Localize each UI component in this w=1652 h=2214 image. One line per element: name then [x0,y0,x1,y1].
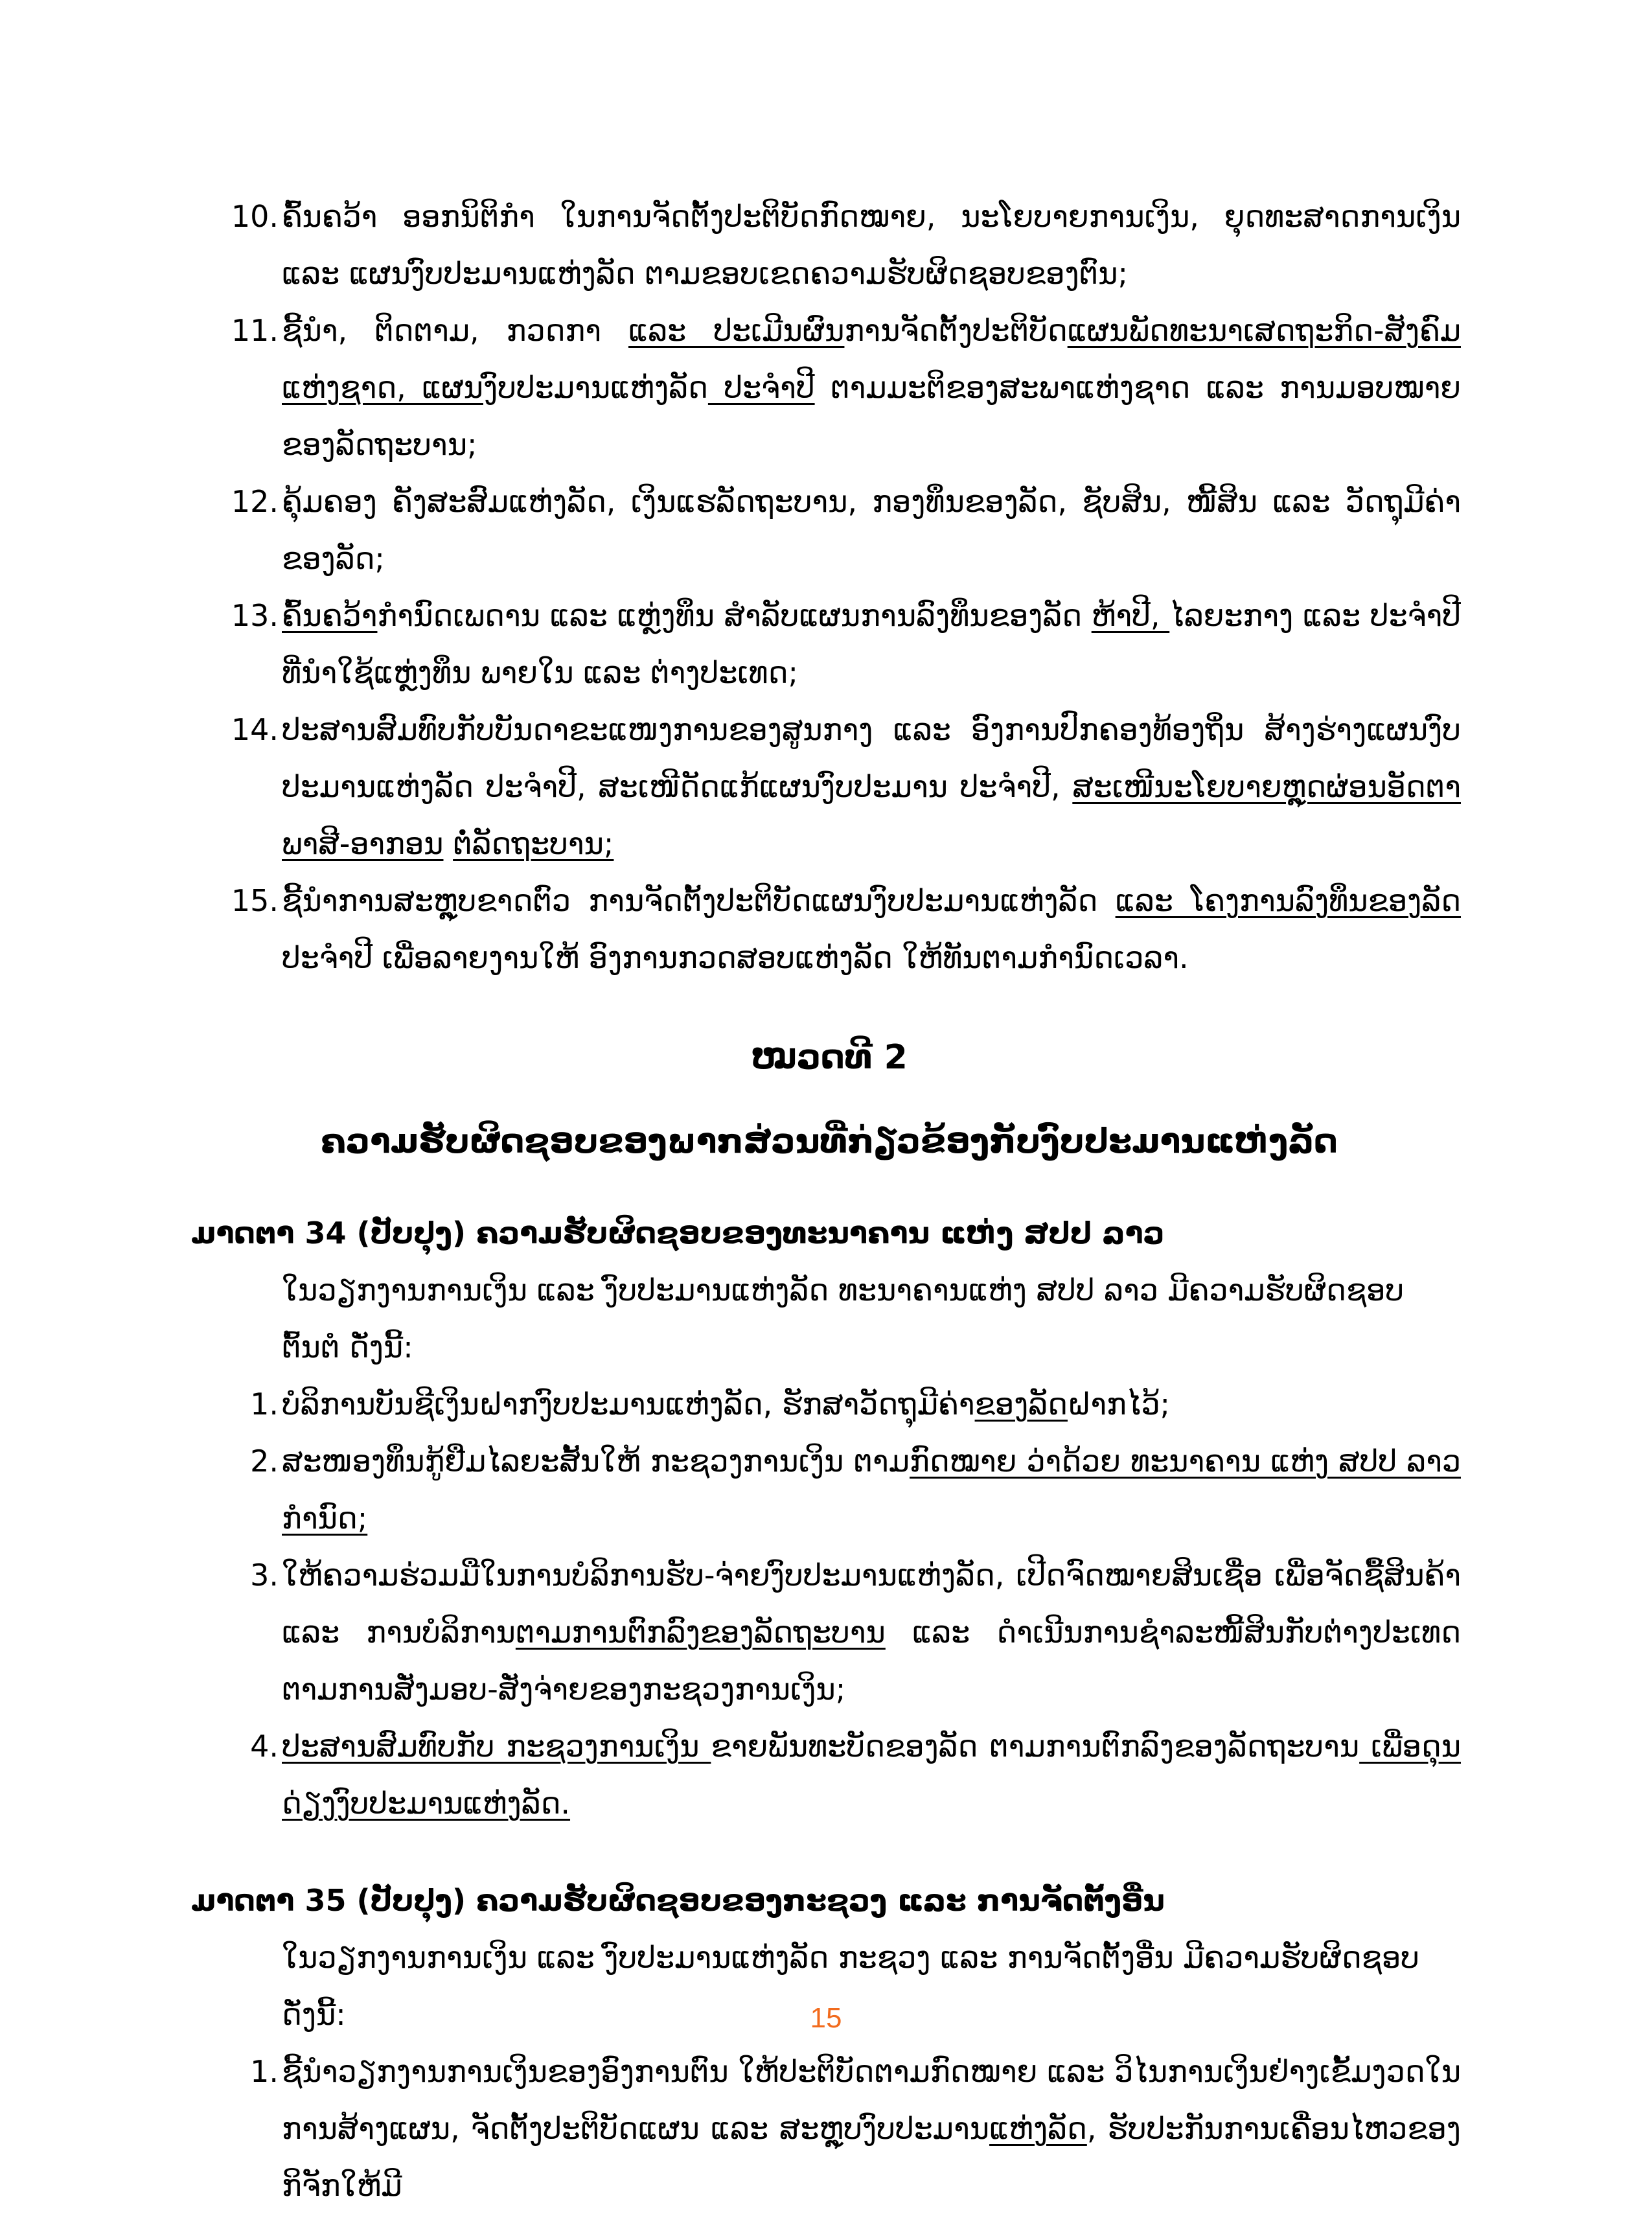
continued-list [198,188,1461,986]
item-text: ຕາມມະຕິຂອງສະພາແຫ່ງຊາດ ແລະ ການມອບໝາຍຂອງລັດຖະບານ; [282,370,1462,462]
article-35-list [198,2043,1461,2214]
underlined-text: ແລະ ໂຄງການລົງທຶນຂອງລັດ [1115,883,1462,918]
list-item [198,872,1461,986]
underlined-text: ຫ້າປີ, [1091,598,1170,633]
list-item [198,1433,1461,1547]
chapter-title: ຄວາມຮັບຜິດຊອບຂອງພາກສ່ວນທີ່ກ່ຽວຂ້ອງກັບງົບປະມານແຫ່ງລັດ [321,1122,1338,1161]
list-item-number: 2. [250,1444,279,1479]
underlined-text: ປະຈຳປີ [707,370,815,405]
item-text: ຄົ້ນຄວ້າ ອອກນິຕິກຳ ໃນການຈັດຕັ້ງປະຕິບັດກົດໝາຍ, ນະໂຍບາຍການເງິນ, ຍຸດທະສາດການເງິນ ແລະ ແຜນງົບປະມານແຫ່ງລັດ ຕາມຂອບເຂດຄວາມຮັບຜິດຊອບຂອງຕົນ; [282,199,1461,291]
underlined-text: ຕໍ່ລັດຖະບານ; [453,826,614,861]
item-text: ສະໜອງທຶນກູ້ຢືມໄລຍະສັ້ນໃຫ້ ກະຊວງການເງິນ ຕາມ [282,1444,910,1479]
article-35-intro: ໃນວຽກງານການເງິນ ແລະ ງົບປະມານແຫ່ງລັດ ກະຊວງ ແລະ ການຈັດຕັ້ງອື່ນ ມີຄວາມຮັບຜິດຊອບ ດັ່ງນີ້: [282,1940,1419,2032]
item-text: ຊີ້ນຳ, ຕິດຕາມ, ກວດກາ [282,313,629,348]
article-34-list [198,1376,1461,1832]
item-text: ກຳນົດເພດານ ແລະ ແຫຼ່ງທຶນ ສຳລັບແຜນການລົງທຶນຂອງລັດ [377,598,1092,633]
underlined-text: ຄົ້ນຄວ້າ [282,598,378,633]
list-item [198,587,1461,701]
list-item-number: 11. [231,313,279,348]
item-text: ຂາຍພັນທະບັດຂອງລັດ ຕາມການຕົກລົງຂອງລັດຖະບານ [711,1729,1360,1764]
list-item-number: 1. [250,2054,279,2089]
underlined-text: ແຜນພັດທະນາເສດຖະກິດ-ສັງຄົມແຫ່ງຊາດ, ແຜນ [282,313,1461,405]
underlined-text: ສະເໜີນະໂຍບາຍຫຼຸດຜ່ອນອັດຕາພາສີ-ອາກອນ [282,769,1461,861]
underlined-text: ຕາມການຕົກລົງຂອງລັດຖະບານ [515,1615,886,1650]
item-text: ແລະ ດຳເນີນການຊຳລະໜີ້ສິນກັບຕ່າງປະເທດ ຕາມການສັ່ງມອບ-ສັ່ງຈ່າຍຂອງກະຊວງການເງິນ; [282,1615,1461,1707]
article-34-intro: ໃນວຽກງານການເງິນ ແລະ ງົບປະມານແຫ່ງລັດ ທະນາຄານແຫ່ງ ສປປ ລາວ ມີຄວາມຮັບຜິດຊອບຕົ້ນຕໍ ດັ່ງນີ້: [282,1273,1405,1365]
list-item-number: 1. [250,1387,279,1422]
chapter-number: ໝວດທີ 2 [751,1038,908,1077]
item-text: ງົບປະມານແຫ່ງລັດ [483,370,708,405]
item-text: ຊີ້ນຳວຽກງານການເງິນຂອງອົງການຕົນ ໃຫ້ປະຕິບັດຕາມກົດໝາຍ ແລະ ວິໄນການເງິນຢ່າງເຂັ້ມງວດໃນການສ້າງແຜນ, ຈັດຕັ້ງປະຕິບັດແຜນ ແລະ ສະຫຼຸບງົບປະມານ [282,2054,1461,2146]
item-text: ການຈັດຕັ້ງປະຕິບັດ [844,313,1068,348]
underlined-text: ແຫ່ງລັດ [989,2111,1087,2146]
list-item-number: 13. [231,598,279,633]
list-item [198,2043,1461,2214]
list-item-number: 3. [250,1558,279,1593]
article-34-title: ມາດຕາ 34 (ປັບປຸງ) ຄວາມຮັບຜິດຊອບຂອງທະນາຄານ ແຫ່ງ ສປປ ລາວ [191,1216,1165,1251]
item-text: ຄຸ້ມຄອງ ຄັງສະສົມແຫ່ງລັດ, ເງິນແຮລັດຖະບານ, ກອງທຶນຂອງລັດ, ຊັບສິນ, ໜີ້ສິນ ແລະ ວັດຖຸມີຄ່າຂອງລັດ; [282,484,1461,576]
list-item [198,701,1461,872]
item-text: ໄລຍະກາງ ແລະ ປະຈຳປີ ທີ່ນຳໃຊ້ແຫຼ່ງທຶນ ພາຍໃນ ແລະ ຕ່າງປະເທດ; [282,598,1461,690]
list-item [198,188,1461,302]
item-text: ຝາກໄວ້; [1067,1387,1171,1422]
list-item [198,1547,1461,1718]
item-text: ປະຈຳປີ ເພື່ອລາຍງານໃຫ້ ອົງການກວດສອບແຫ່ງລັດ ໃຫ້ທັນຕາມກຳນົດເວລາ. [282,940,1189,975]
list-item [198,1376,1461,1433]
item-text: ຊີ້ນຳການສະຫຼຸບຂາດຕົວ ການຈັດຕັ້ງປະຕິບັດແຜນງົບປະມານແຫ່ງລັດ [282,883,1116,918]
underlined-text: ປະສານສົມທົບກັບ ກະຊວງການເງິນ [282,1729,711,1764]
page-number: 15 [810,2002,842,2034]
list-item-number: 4. [250,1729,279,1764]
list-item-number: 12. [231,484,279,519]
item-text [443,826,453,861]
underlined-text: ກົດໝາຍ ວ່າດ້ວຍ ທະນາຄານ ແຫ່ງ ສປປ ລາວ ກຳນົດ; [282,1444,1461,1536]
item-text: ບໍລິການບັນຊີເງິນຝາກງົບປະມານແຫ່ງລັດ, ຮັກສາວັດຖຸມີຄ່າ [282,1387,975,1422]
underlined-text: ຂອງລັດ [974,1387,1068,1422]
list-item-number: 14. [231,712,279,747]
page-content [191,188,1462,2214]
list-item [198,302,1461,473]
item-text: ໃຫ້ຄວາມຮ່ວມມືໃນການບໍລິການຮັບ-ຈ່າຍງົບປະມານແຫ່ງລັດ, ເປີດຈົດໝາຍສິນເຊື່ອ ເພື່ອຈັດຊື້ສິນຄ້າ ແລະ ການບໍລິການ [282,1558,1461,1650]
list-item-number: 15. [231,883,279,918]
underlined-text: ແລະ ປະເມີນຜົນ [628,313,845,348]
item-text: ປະສານສົມທົບກັບບັນດາຂະແໜງການຂອງສູນກາງ ແລະ ອົງການປົກຄອງທ້ອງຖິ່ນ ສ້າງຮ່າງແຜນງົບປະມານແຫ່ງລັດ ປະຈຳປີ, ສະເໜີດັດແກ້ແຜນງົບປະມານ ປະຈຳປີ, [282,712,1461,804]
item-text: , ຮັບປະກັນການເຄື່ອນໄຫວຂອງກິຈັກໃຫ້ມີ [282,2111,1461,2203]
underlined-text: ເພື່ອດຸນດ່ຽງງົບປະມານແຫ່ງລັດ. [282,1729,1461,1821]
list-item [198,1718,1461,1832]
list-item [198,473,1461,587]
list-item-number: 10. [231,199,279,234]
article-35-title: ມາດຕາ 35 (ປັບປຸງ) ຄວາມຮັບຜິດຊອບຂອງກະຊວງ ແລະ ການຈັດຕັ້ງອື່ນ [191,1883,1165,1918]
